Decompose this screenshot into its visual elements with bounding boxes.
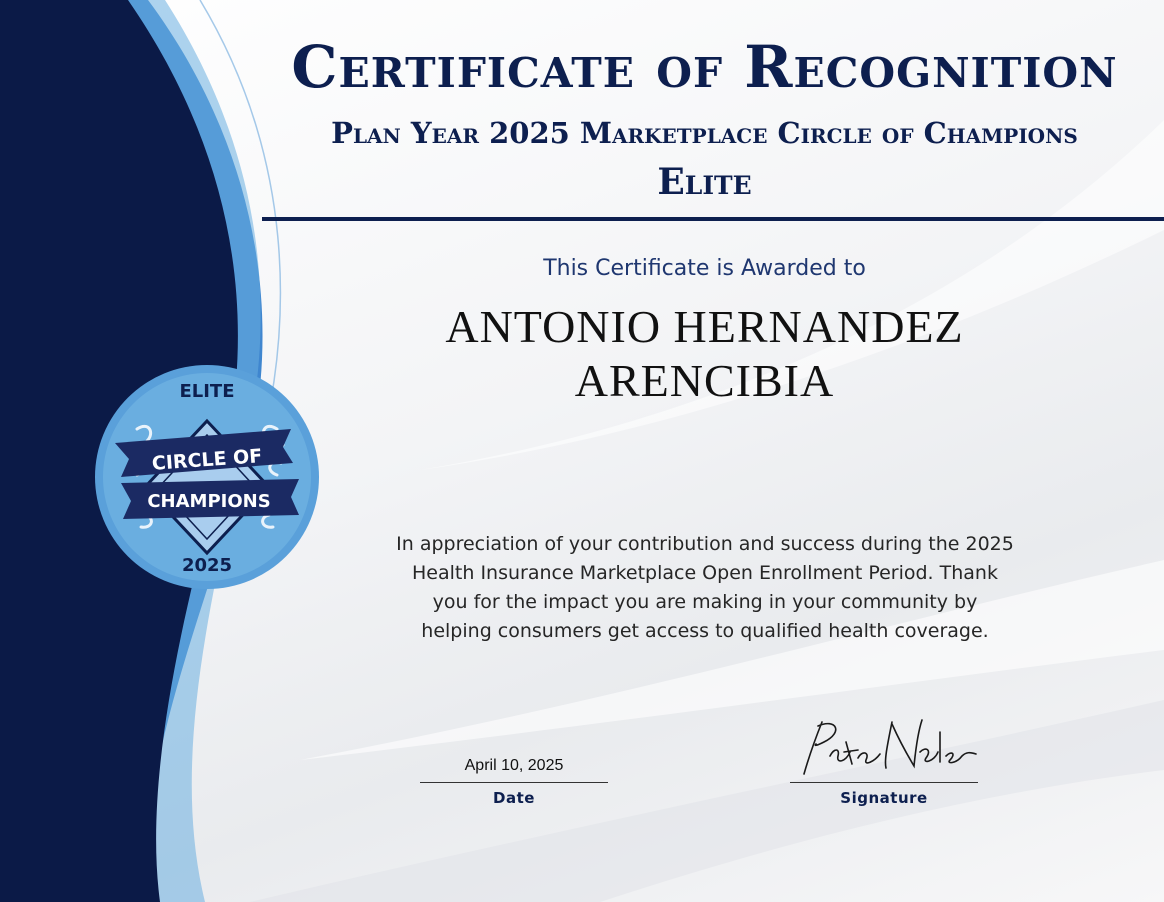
circle-of-champions-seal (93, 363, 321, 591)
seal-year: 2025 (181, 555, 233, 576)
title-divider (262, 217, 1164, 221)
signature-image (800, 712, 980, 782)
awarded-to-label: This Certificate is Awarded to (543, 256, 866, 281)
recipient-name-line1: ANTONIO HERNANDEZ (445, 301, 964, 352)
date-line (420, 782, 608, 783)
seal-banner-line1: CIRCLE OF (151, 445, 263, 475)
date-label: Date (493, 789, 535, 807)
signature-line (790, 782, 978, 783)
recipient-name-line2: ARENCIBIA (574, 355, 835, 406)
award-tier: Elite (657, 161, 752, 203)
certificate-subtitle: Plan Year 2025 Marketplace Circle of Champions (331, 116, 1078, 150)
recipient-name (245, 300, 1164, 408)
appreciation-message: In appreciation of your contribution and success during the 2025 Health Insurance Marketplace Open Enrollment Period. Thank you for the impact you are making in your community by helping consumers get access to qualified health coverage. (396, 533, 1014, 642)
seal-top-text: ELITE (179, 381, 235, 402)
signature-label: Signature (840, 789, 928, 807)
seal-banner-line2: CHAMPIONS (147, 491, 271, 512)
date-value: April 10, 2025 (464, 757, 564, 774)
certificate-title: Certificate of Recognition (291, 33, 1118, 101)
